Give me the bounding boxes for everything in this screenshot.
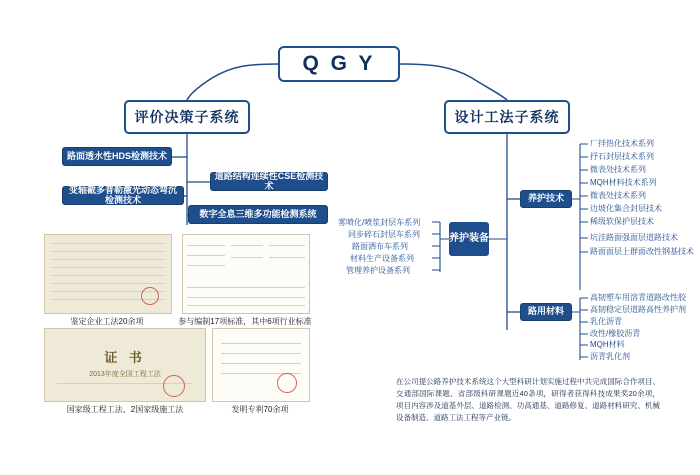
node-design-method-subsystem[interactable]: 设计工法子系统	[444, 100, 570, 134]
image-award-cert: 证 书 2013年度全国工程工法	[44, 328, 206, 402]
node-hds-detection[interactable]: 路面透水性HDS检测技术	[62, 147, 172, 166]
leaf-material-0: 高韧塑车用溶青道路改性胶	[590, 293, 686, 302]
leaf-maint-tech-6: 稀级软保护层技术	[590, 217, 654, 226]
leaf-equipment-4: 管理养护设备系列	[346, 266, 410, 275]
image-patent-cert	[212, 328, 310, 402]
leaf-material-4: MQH材料	[590, 340, 625, 349]
leaf-maint-tech-8: 路面面层上群面改性钢基技术	[590, 247, 694, 256]
leaf-maint-tech-5: 边坡化集合封层技术	[590, 204, 662, 213]
leaf-maint-tech-0: 厂拌热化技术系列	[590, 139, 654, 148]
node-laser-deflection-detection[interactable]: 变轴截多普勒激光动态弯沉检测技术	[62, 186, 184, 205]
leaf-maint-tech-7: 坑洼路面强面层道路技术	[590, 233, 678, 242]
node-road-material-group[interactable]: 路用材料	[520, 303, 572, 321]
leaf-material-3: 改性/橡胶沥青	[590, 329, 641, 338]
node-maintenance-equipment-group[interactable]: 养护装备	[449, 222, 489, 256]
node-maintenance-technology-group[interactable]: 养护技术	[520, 190, 572, 208]
leaf-maint-tech-1: 抒石封层技术系列	[590, 152, 654, 161]
leaf-equipment-1: 同步碎石封层车系列	[348, 230, 420, 239]
leaf-equipment-3: 材料生产设备系列	[350, 254, 414, 263]
leaf-material-2: 乳化沥青	[590, 317, 622, 326]
leaf-maint-tech-4: 微表处技术系列	[590, 191, 646, 200]
caption-rating-certs: 鉴定企业工法20余项	[70, 317, 144, 326]
leaf-maint-tech-2: 微表处技术系列	[590, 165, 646, 174]
summary-paragraph: 在公司提公路养护技术系统这个大型科研计划实施过程中共完成国际合作项目、交通部国际课题、省部级科研课题近40条项，研得者获得科技成果奖20余项，项目内容涉及道基外层、道路检测、功高通基、道路修复、道路材料研究、机械设备制造、道路工法工程等产业链。	[396, 377, 660, 422]
leaf-material-5: 沥青乳化剂	[590, 352, 630, 361]
node-cse-detection[interactable]: 道路结构连续性CSE检测技术	[210, 172, 328, 191]
leaf-equipment-2: 路面洒布车系列	[352, 242, 408, 251]
image-standards	[182, 234, 310, 314]
leaf-equipment-0: 雾喷化/喷浆封层车系列	[338, 218, 421, 227]
caption-standards: 参与编制17项标准，其中6项行业标准	[178, 317, 312, 326]
node-holographic-3d-system[interactable]: 数字全息三维多功能检测系统	[188, 205, 328, 224]
diagram-title: Q G Y	[278, 46, 400, 82]
leaf-maint-tech-3: MQH材料技术系列	[590, 178, 657, 187]
image-rating-certs	[44, 234, 172, 314]
caption-award-cert: 国家级工程工法、2国家级施工法	[66, 405, 184, 414]
node-evaluation-subsystem[interactable]: 评价决策子系统	[124, 100, 250, 134]
caption-patent-cert: 发明专利70余项	[231, 405, 289, 414]
leaf-material-1: 高韧稳定层道路高性养护剂	[590, 305, 686, 314]
